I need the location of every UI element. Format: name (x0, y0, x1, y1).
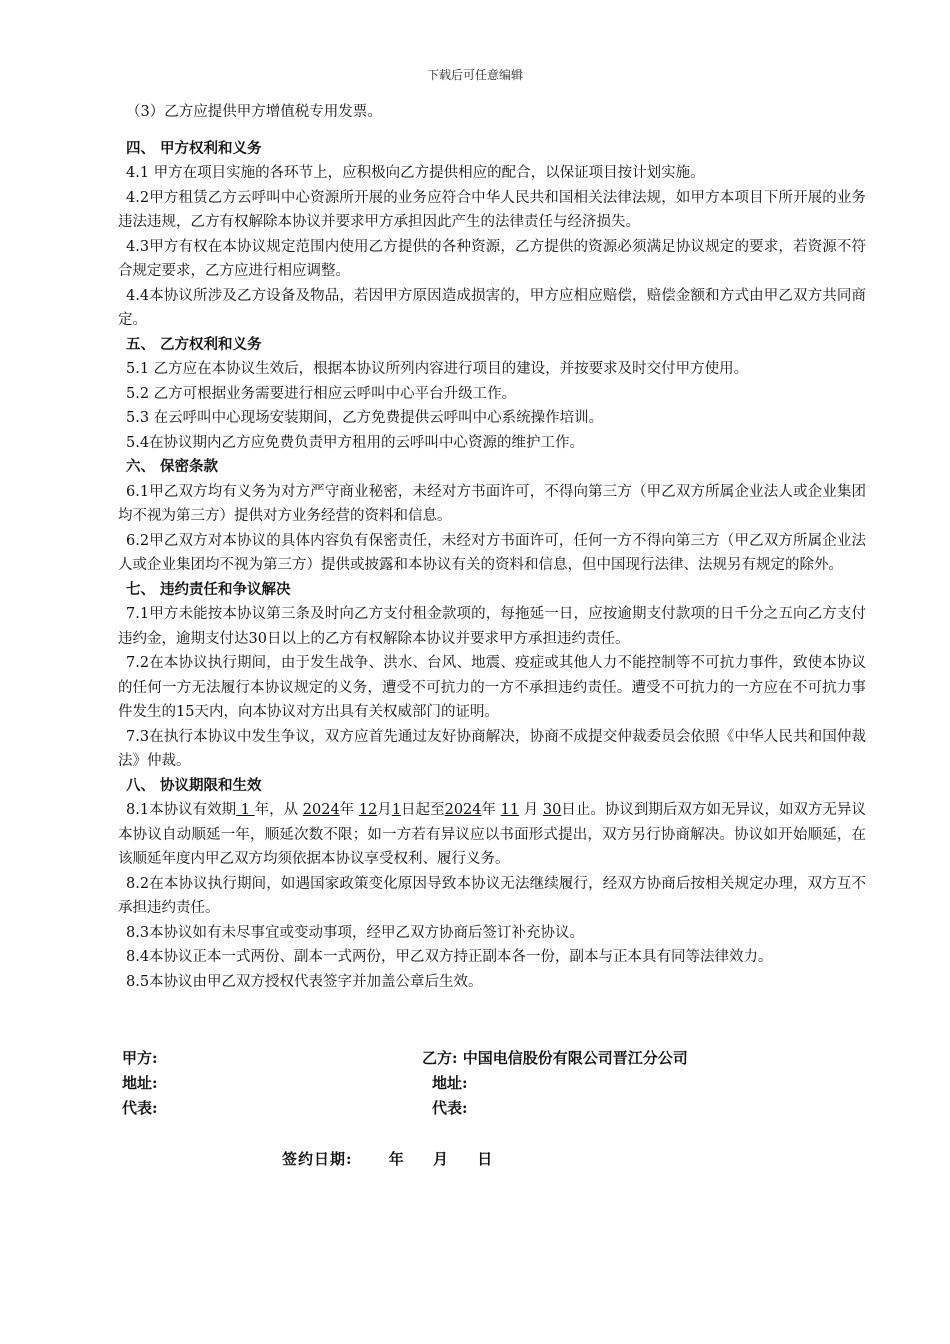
date-month: 月 (433, 1150, 450, 1168)
section-5-title: 五、 乙方权利和义务 (126, 335, 262, 353)
signature-block (122, 1047, 822, 1122)
party-a-address: 地址: (122, 1074, 158, 1092)
clause-8-5: 8.5本协议由甲乙双方授权代表签字并加盖公章后生效。 (126, 973, 483, 990)
clause-8-1-text: 年 (481, 802, 501, 818)
date-day: 日 (477, 1150, 494, 1168)
section-4-title: 四、 甲方权利和义务 (126, 139, 262, 157)
section-6-title: 六、 保密条款 (126, 458, 219, 475)
clause-8-4: 8.4本协议正本一式两份、副本一式两份，甲乙双方持正副本各一份，副本与正本具有同等法律效力。 (126, 949, 773, 965)
party-b-representative: 代表: (432, 1099, 468, 1117)
clause-4-3: 4.3甲方有权在本协议规定范围内使用乙方提供的各种资源，乙方提供的资源必须满足协议规定的要求，若资源不符合规定要求，乙方应进行相应调整。 (118, 238, 866, 279)
clause-4-1: 4.1 甲方在项目实施的各环节上，应积极向乙方提供相应的配合，以保证项目按计划实施。 (126, 165, 705, 181)
clause-6-2: 6.2甲乙双方对本协议的具体内容负有保密责任，未经对方书面许可，任何一方不得向第三方（甲乙双方所属企业法人或企业集团均不视为第三方）提供或披露和本协议有关的资料和信息，但中国现行法律、法规另有规定的除外。 (118, 532, 866, 573)
clause-6-1: 6.1甲乙双方均有义务为对方严守商业秘密，未经对方书面许可，不得向第三方（甲乙双方所属企业法人或企业集团均不视为第三方）提供对方业务经营的资料和信息。 (118, 483, 866, 524)
clause-5-2: 5.2 乙方可根据业务需要进行相应云呼叫中心平台升级工作。 (126, 385, 517, 402)
signing-date-label: 签约日期: (282, 1150, 353, 1168)
page-header: 下载后可任意编辑 (426, 68, 523, 82)
end-day: 30 (542, 802, 562, 818)
clause-8-1-text: 月 (519, 802, 543, 818)
party-a-label: 甲方: (122, 1049, 158, 1067)
clause-8-1-text: 日起至 (401, 802, 445, 818)
clause-8-3: 8.3本协议如有未尽事宜或变动事项，经甲乙双方协商后签订补充协议。 (126, 924, 585, 941)
term-years: 1 (236, 802, 255, 818)
clause-7-1: 7.1甲方未能按本协议第三条及时向乙方支付租金款项的，每拖延一日，应按逾期支付款项的日千分之五向乙方支付违约金，逾期支付达30日以上的乙方有权解除本协议并要求甲方承担违约责任。 (118, 606, 866, 647)
clause-7-3: 7.3在执行本协议中发生争议，双方应首先通过友好协商解决，协商不成提交仲裁委员会依照《中华人民共和国仲裁法》仲裁。 (118, 728, 866, 769)
end-month: 11 (500, 802, 520, 818)
clause-8-1-text: 月 (377, 802, 392, 818)
clause-8-1-text: 年，从 (254, 802, 303, 818)
section-7-title: 七、 违约责任和争议解决 (126, 580, 291, 598)
clause-8-1-text: 日止。协议到期后双方如无异议，如双方无异议本协议自动顺延一年，顺延次数不限；如一方若有异议应以书面形式提出，双方另行协商解决。协议如开始顺延，在该顺延年度内甲乙双方均须依据本协议享受权利、履行义务。 (118, 802, 867, 867)
signing-date (282, 1148, 493, 1169)
clause-5-1: 5.1 乙方应在本协议生效后，根据本协议所列内容进行项目的建设，并按要求及时交付甲方使用。 (126, 361, 749, 377)
clause-4-4: 4.4本协议所涉及乙方设备及物品，若因甲方原因造成损害的，甲方应相应赔偿，赔偿金额和方式由甲乙双方共同商定。 (118, 287, 866, 328)
clause-3-3: （3）乙方应提供甲方增值税专用发票。 (126, 104, 382, 120)
start-month: 12 (358, 802, 378, 818)
party-a-representative: 代表: (122, 1099, 158, 1117)
end-year: 2024 (444, 802, 482, 818)
clause-4-2: 4.2甲方租赁乙方云呼叫中心资源所开展的业务应符合中华人民共和国相关法律法规，如甲方本项目下所开展的业务违法违规，乙方有权解除本协议并要求甲方承担因此产生的法律责任与经济损失。 (118, 189, 866, 230)
clause-8-1 (118, 798, 866, 872)
clause-5-4: 5.4在协议期内乙方应免费负责甲方租用的云呼叫中心资源的维护工作。 (126, 434, 585, 451)
clause-8-1-text: 8.1本协议有效期 (126, 802, 237, 818)
clause-5-3: 5.3 在云呼叫中心现场安装期间，乙方免费提供云呼叫中心系统操作培训。 (126, 410, 604, 426)
start-year: 2024 (302, 802, 340, 818)
clause-8-1-text: 年 (339, 802, 359, 818)
party-b-label: 乙方: 中国电信股份有限公司晋江分公司 (422, 1049, 688, 1067)
section-8-title: 八、 协议期限和生效 (126, 776, 262, 794)
start-day: 1 (391, 802, 402, 818)
contract-body (118, 100, 866, 994)
date-year: 年 (388, 1150, 405, 1168)
clause-7-2: 7.2在本协议执行期间，由于发生战争、洪水、台风、地震、疫症或其他人力不能控制等不可抗力事件，致使本协议的任何一方无法履行本协议规定的义务，遭受不可抗力的一方不承担违约责任。遭受不可抗力的一方应在不可抗力事件发生的15天内，向本协议对方出具有关权威部门的证明。 (118, 655, 866, 720)
clause-8-2: 8.2在本协议执行期间，如遇国家政策变化原因导致本协议无法继续履行，经双方协商后按相关规定办理，双方互不承担违约责任。 (118, 875, 866, 916)
party-b-address: 地址: (432, 1074, 468, 1092)
